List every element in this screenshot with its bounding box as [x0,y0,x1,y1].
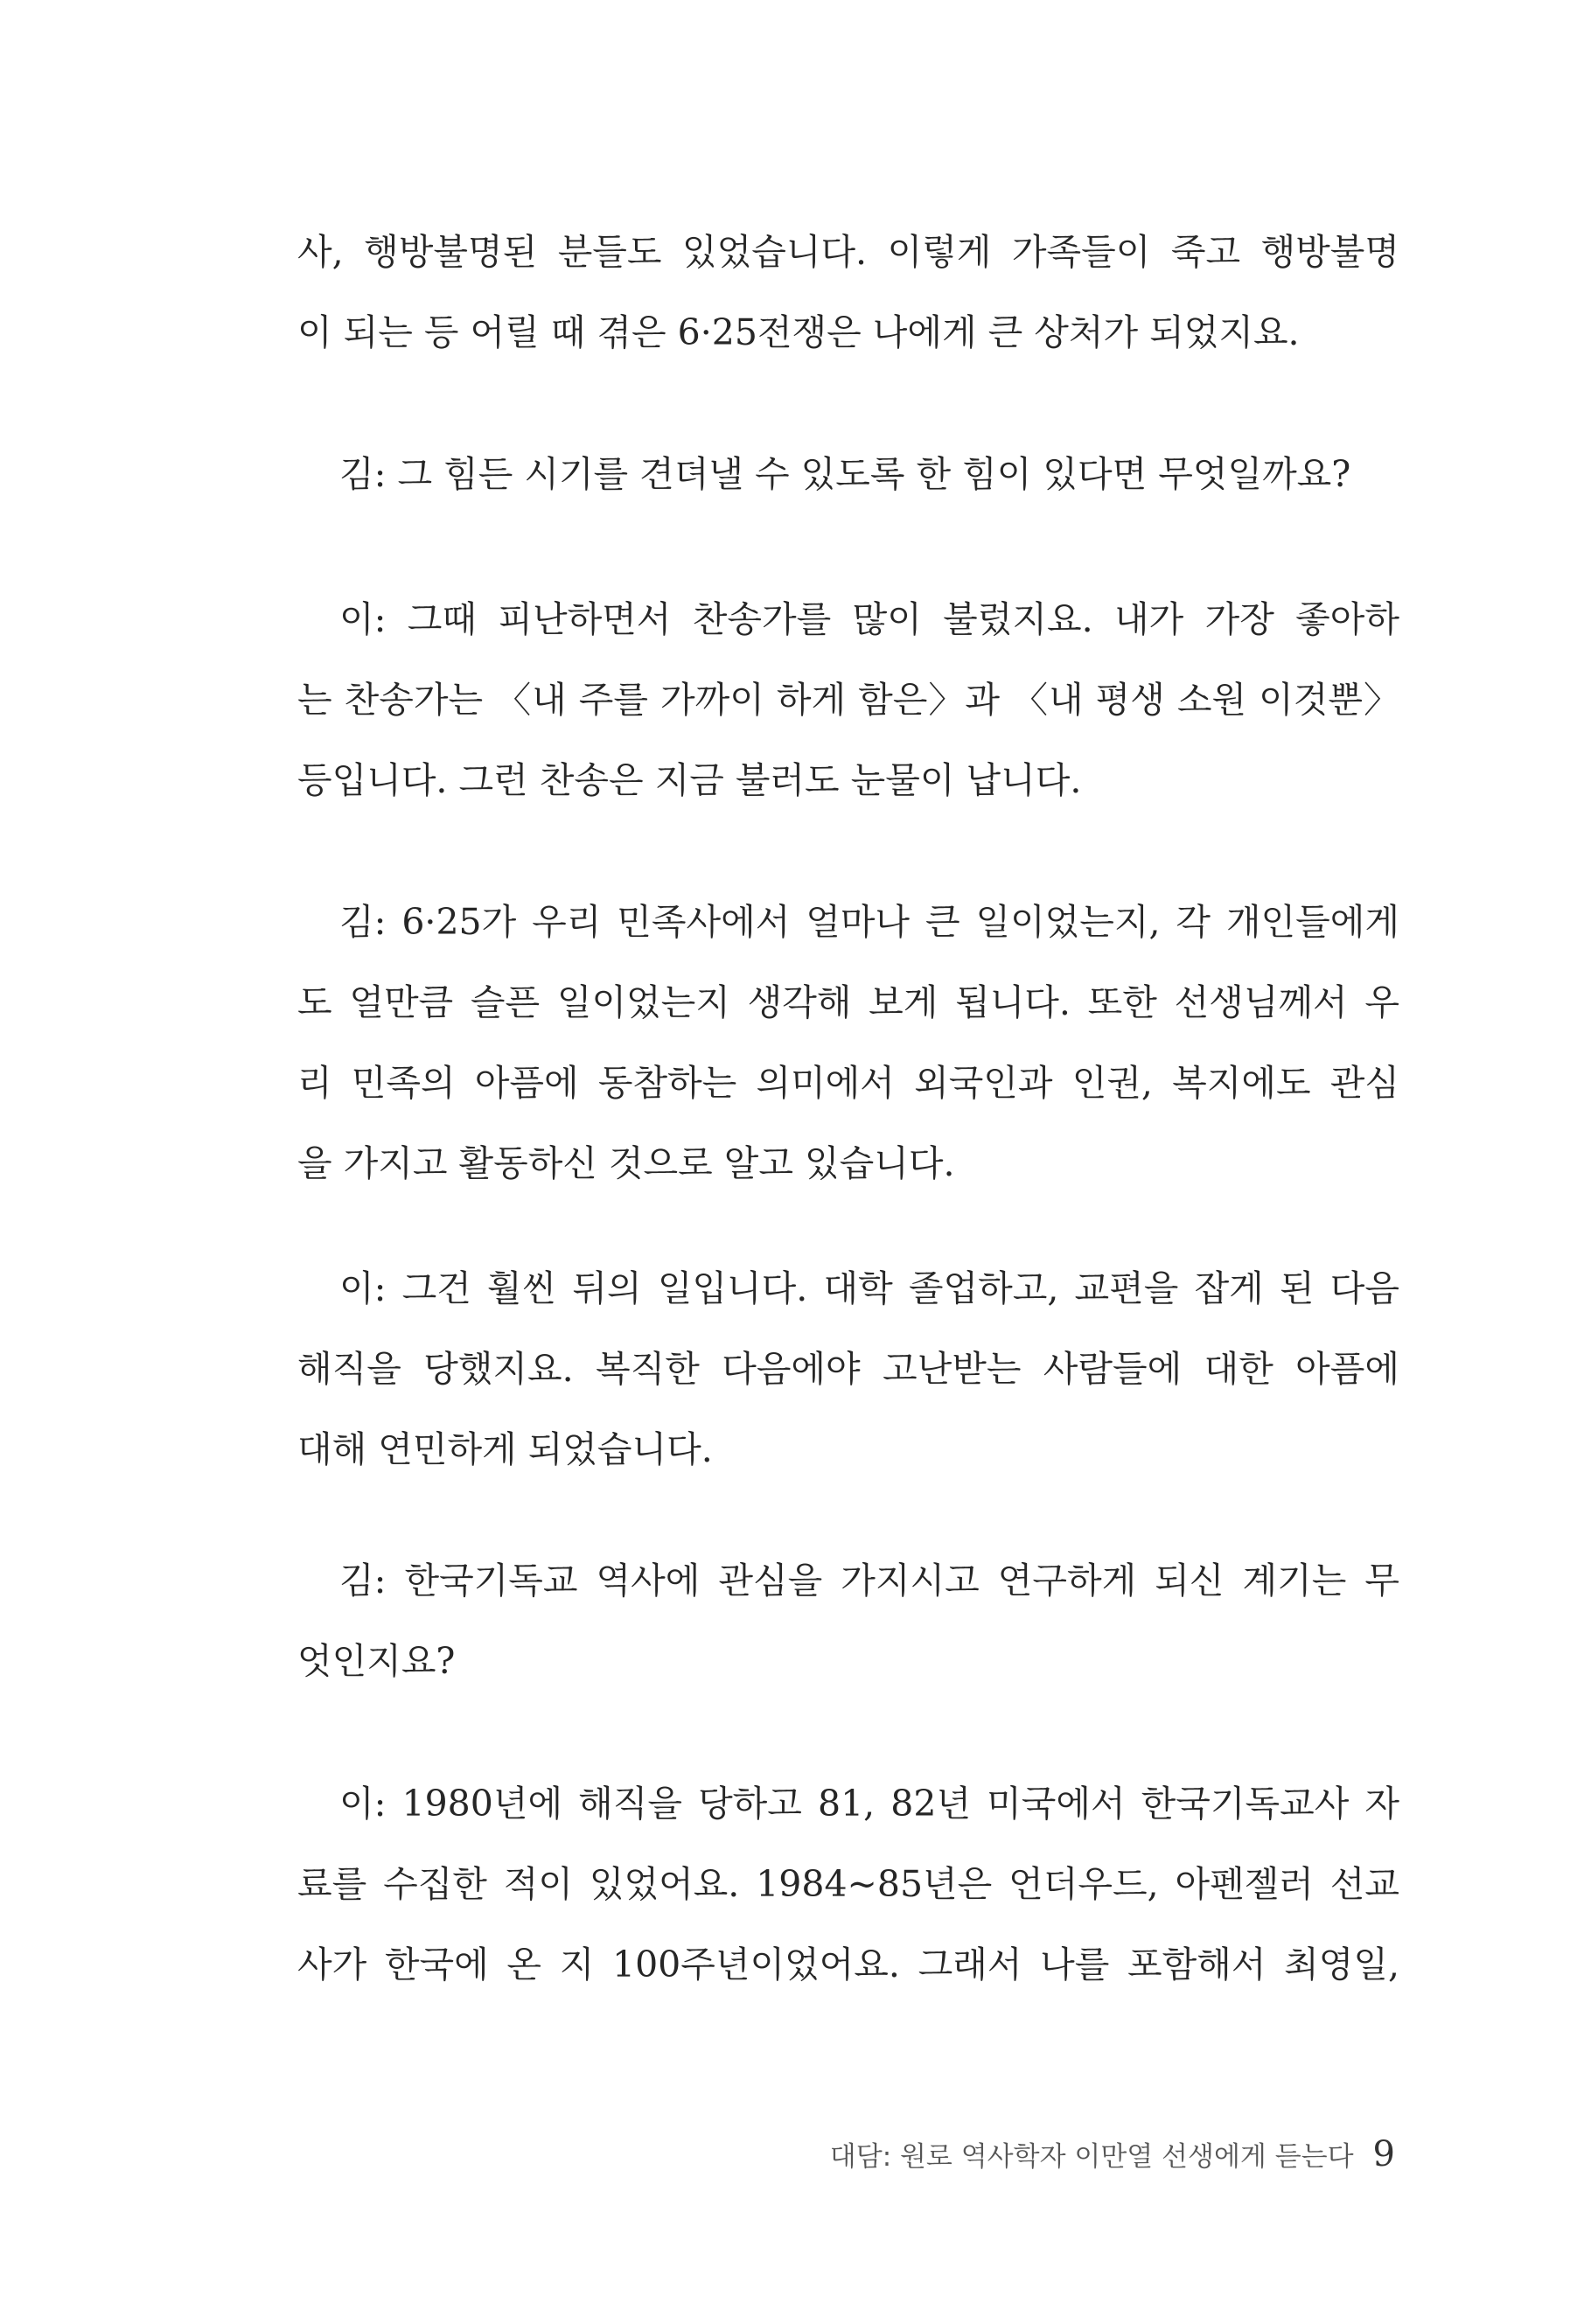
text-line: 김: 그 힘든 시기를 견뎌낼 수 있도록 한 힘이 있다면 무엇일까요? [339,453,1351,495]
page-footer [830,2134,1395,2187]
text-line: 는 찬송가는 〈내 주를 가까이 하게 함은〉과 〈내 평생 소원 이것뿐〉 [297,679,1399,721]
text-line: 이 되는 등 어릴 때 겪은 6·25전쟁은 나에게 큰 상처가 되었지요. [297,311,1300,353]
page-number: 9 [1372,2134,1395,2174]
text-line: 엇인지요? [297,1640,456,1682]
text-line: 료를 수집한 적이 있었어요. 1984~85년은 언더우드, 아펜젤러 선교 [297,1863,1399,1905]
text-line: 등입니다. 그런 찬송은 지금 불러도 눈물이 납니다. [297,759,1082,801]
text-line: 김: 6·25가 우리 민족사에서 얼마나 큰 일이었는지, 각 개인들에게 [339,901,1399,943]
text-line: 대해 연민하게 되었습니다. [297,1428,713,1470]
text-line: 사, 행방불명된 분들도 있었습니다. 이렇게 가족들이 죽고 행방불명 [297,231,1399,273]
text-line: 이: 1980년에 해직을 당하고 81, 82년 미국에서 한국기독교사 자 [339,1783,1399,1825]
text-line: 을 가지고 활동하신 것으로 알고 있습니다. [297,1142,955,1184]
text-line: 김: 한국기독교 역사에 관심을 가지시고 연구하게 되신 계기는 무 [339,1560,1399,1602]
text-line: 리 민족의 아픔에 동참하는 의미에서 외국인과 인권, 복지에도 관심 [297,1062,1399,1104]
running-title: 대담: 원로 역사학자 이만열 선생에게 듣는다 [829,2141,1354,2173]
text-line: 이: 그때 피난하면서 찬송가를 많이 불렀지요. 내가 가장 좋아하 [339,598,1399,640]
text-line: 사가 한국에 온 지 100주년이었어요. 그래서 나를 포함해서 최영일, [297,1944,1399,1986]
text-line: 해직을 당했지요. 복직한 다음에야 고난받는 사람들에 대한 아픔에 [297,1348,1399,1390]
text-line: 이: 그건 훨씬 뒤의 일입니다. 대학 졸업하고, 교편을 잡게 된 다음 [339,1267,1399,1309]
text-line: 도 얼만큼 슬픈 일이었는지 생각해 보게 됩니다. 또한 선생님께서 우 [297,981,1399,1023]
